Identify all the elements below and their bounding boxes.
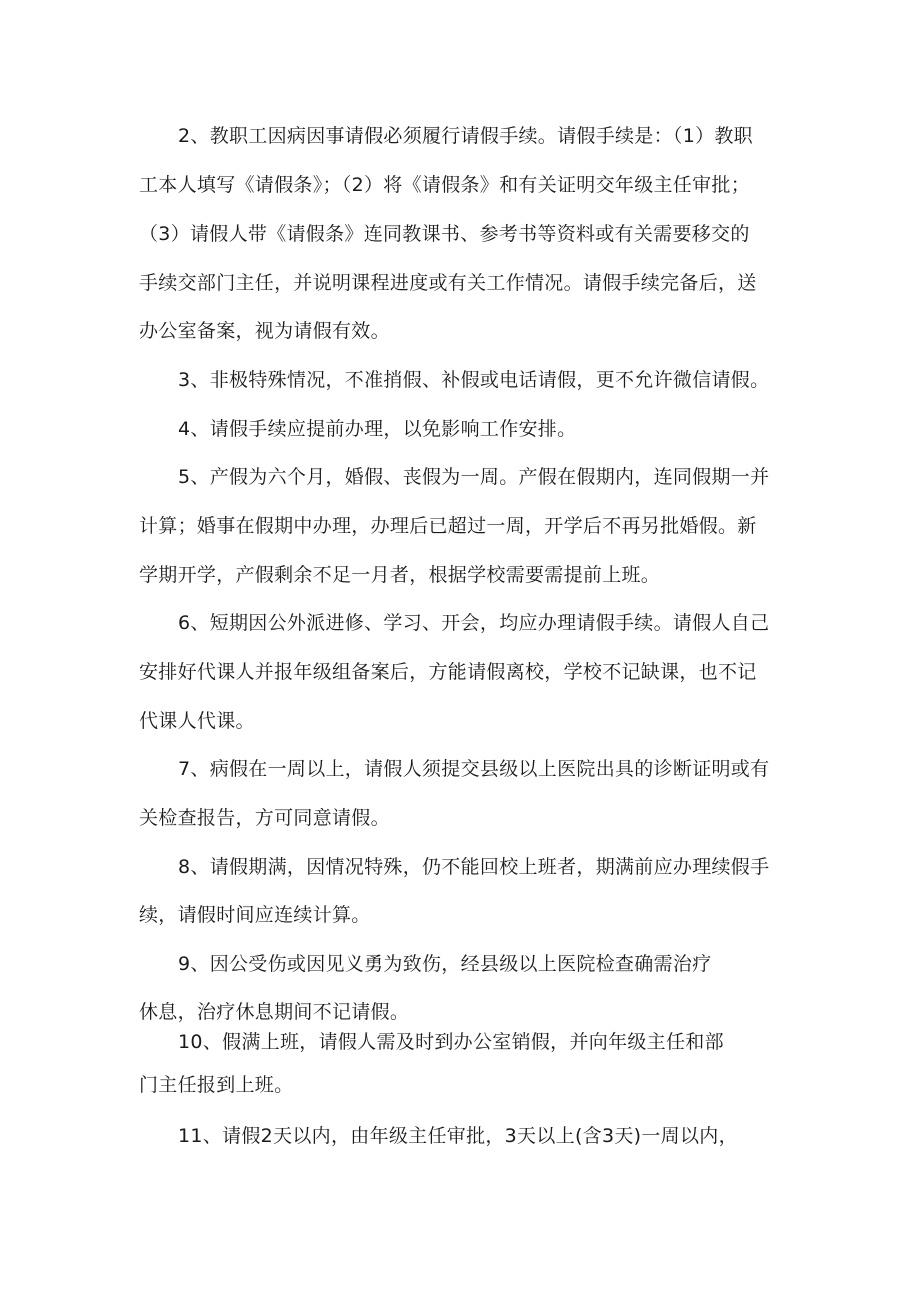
text-line: 工本人填写《请假条》；（2）将《请假条》和有关证明交年级主任审批； <box>139 174 750 196</box>
text-line: 办公室备案，视为请假有效。 <box>139 320 390 342</box>
text-line: 门主任报到上班。 <box>139 1074 294 1096</box>
text-line: 10、假满上班，请假人需及时到办公室销假，并向年级主任和部 <box>178 1031 724 1053</box>
text-line: 代课人代课。 <box>139 710 255 732</box>
text-line: 11、请假2天以内，由年级主任审批，3天以上(含3天)一周以内， <box>178 1125 738 1147</box>
text-line: 安排好代课人并报年级组备案后，方能请假离校，学校不记缺课，也不记 <box>139 661 757 683</box>
text-line: 3、非极特殊情况，不准捎假、补假或电话请假，更不允许微信请假。 <box>178 369 770 391</box>
text-line: 2、教职工因病因事请假必须履行请假手续。请假手续是：（1）教职 <box>178 125 753 147</box>
text-line: 8、请假期满，因情况特殊，仍不能回校上班者，期满前应办理续假手 <box>178 856 770 878</box>
text-line: 手续交部门主任，并说明课程进度或有关工作情况。请假手续完备后，送 <box>139 272 757 294</box>
text-line: 学期开学，产假剩余不足一月者，根据学校需要需提前上班。 <box>139 564 661 586</box>
text-line: 9、因公受伤或因见义勇为致伤，经县级以上医院检查确需治疗 <box>178 953 712 975</box>
text-line: 4、请假手续应提前办理，以免影响工作安排。 <box>178 418 577 440</box>
text-line: 续，请假时间应连续计算。 <box>139 904 371 926</box>
text-line: 计算；婚事在假期中办理，办理后已超过一周，开学后不再另批婚假。新 <box>139 515 757 537</box>
text-line: 休息，治疗休息期间不记请假。 <box>139 1001 410 1023</box>
text-line: 5、产假为六个月，婚假、丧假为一周。产假在假期内，连同假期一并 <box>178 466 770 488</box>
text-line: 6、短期因公外派进修、学习、开会，均应办理请假手续。请假人自己 <box>178 612 770 634</box>
text-line: 7、病假在一周以上，请假人须提交县级以上医院出具的诊断证明或有 <box>178 758 770 780</box>
text-line: （3）请假人带《请假条》连同教课书、参考书等资料或有关需要移交的 <box>139 223 750 245</box>
text-line: 关检查报告，方可同意请假。 <box>139 807 390 829</box>
